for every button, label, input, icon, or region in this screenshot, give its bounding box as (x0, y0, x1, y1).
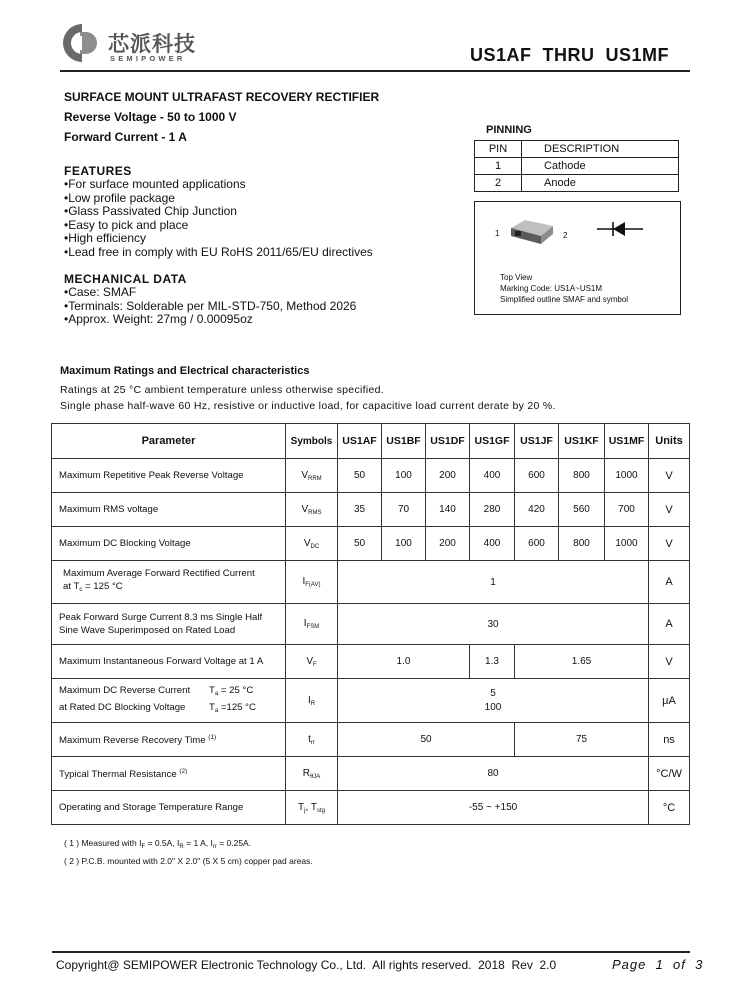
table-row (52, 459, 690, 493)
value-cell: 280 (470, 493, 515, 527)
value-cell: 140 (426, 493, 470, 527)
list-item: • For surface mounted applications (64, 178, 373, 192)
symbol-cell: $I_{F(AV)}$ (286, 561, 338, 604)
pin-number: 2 (475, 175, 522, 192)
reverse-voltage: Reverse Voltage - 50 to 1000 V (64, 110, 237, 124)
symbol-cell: $T_j$, $T_{stg}$ (286, 791, 338, 825)
table-row (52, 723, 690, 757)
value-cell: 50 (338, 459, 382, 493)
list-item: • Approx. Weight: 27mg / 0.00095oz (64, 313, 356, 327)
table-row (52, 561, 690, 604)
ratings-heading: Maximum Ratings and Electrical characteristics (60, 365, 310, 377)
copyright-text: Copyright@ SEMIPOWER Electronic Technology Co., Ltd. All rights reserved. 2018 Rev 2.0 (56, 958, 557, 972)
pin-description: Cathode (522, 158, 679, 175)
value-cell: 80 (338, 757, 649, 791)
param-cell: Maximum DC Blocking Voltage (52, 527, 286, 561)
header-parameter: Parameter (52, 424, 286, 459)
symbol-cell: $I_R$ (286, 679, 338, 723)
header-symbols: Symbols (286, 424, 338, 459)
symbol-cell: $V_{DC}$ (286, 527, 338, 561)
pinning-table (474, 140, 679, 192)
symbol-cell: $V_F$ (286, 645, 338, 679)
value-cell: 800 (559, 459, 605, 493)
smaf-package-icon (507, 218, 557, 246)
header-part: US1MF (605, 424, 649, 459)
value-cell: 100 (382, 527, 426, 561)
unit-cell: ns (649, 723, 690, 757)
pinning-heading: PINNING (486, 124, 532, 136)
value-cell: 70 (382, 493, 426, 527)
diagram-caption (500, 272, 628, 305)
value-cell: 1.0 (338, 645, 470, 679)
value-cell: 1.3 (470, 645, 515, 679)
footnote-2: ( 2 ) P.C.B. mounted with 2.0" X 2.0" (5 X 5 cm) copper pad areas. (64, 856, 313, 866)
list-item: • High efficiency (64, 232, 373, 246)
value-cell: 100 (382, 459, 426, 493)
unit-cell: °C (649, 791, 690, 825)
page-number: Page 1 of 3 (612, 957, 704, 972)
param-cell: Peak Forward Surge Current 8.3 ms Single Half Sine Wave Superimposed on Rated Load (52, 604, 286, 645)
symbol-cell: $t_{rr}$ (286, 723, 338, 757)
param-cell: Typical Thermal Resistance $^{(2)}$ (52, 757, 286, 791)
unit-cell: A (649, 561, 690, 604)
ratings-note-2: Single phase half-wave 60 Hz, resistive or inductive load, for capacitive load current derate by 20 %. (60, 400, 556, 412)
footnotes (64, 836, 313, 868)
table-row (475, 158, 679, 175)
value-cell: 35 (338, 493, 382, 527)
value-cell: 420 (515, 493, 559, 527)
caption-outline: Simplified outline SMAF and symbol (500, 295, 629, 304)
ratings-table (51, 423, 690, 825)
table-row (52, 527, 690, 561)
footer-rule (52, 951, 690, 953)
param-cell: Maximum Reverse Recovery Time $^{(1)}$ (52, 723, 286, 757)
company-logo (60, 22, 104, 64)
header-units: Units (649, 424, 690, 459)
header-rule (60, 70, 690, 72)
value-cell: 50 (338, 527, 382, 561)
pin-header: PIN (475, 141, 522, 158)
value-cell: 700 (605, 493, 649, 527)
value-cell: 600 (515, 459, 559, 493)
value-cell: 600 (515, 527, 559, 561)
pin1-label: 1 (495, 229, 500, 238)
value-cell: 200 (426, 527, 470, 561)
header-part: US1KF (559, 424, 605, 459)
diode-symbol-icon (597, 220, 643, 238)
value-cell: 400 (470, 527, 515, 561)
value-cell: -55 ~ +150 (338, 791, 649, 825)
value-cell: 200 (426, 459, 470, 493)
table-row (52, 604, 690, 645)
header-part: US1BF (382, 424, 426, 459)
param-cell: Maximum DC Reverse Current $T_a = 25$ °C at Rated DC Blocking Voltage $T_a =125$ °C (52, 679, 286, 723)
unit-cell: μA (649, 679, 690, 723)
mechanical-list (64, 286, 356, 327)
table-row (475, 175, 679, 192)
list-item: • Low profile package (64, 192, 373, 206)
features-heading: FEATURES (64, 164, 132, 178)
symbol-cell: $I_{FSM}$ (286, 604, 338, 645)
list-item: • Glass Passivated Chip Junction (64, 205, 373, 219)
semipower-logo-icon (60, 22, 104, 64)
unit-cell: °C/W (649, 757, 690, 791)
footnote-1: ( 1 ) Measured with $I_F = 0.5A$, $I_R = 1$ A, $I_{rr} = 0.25A$. (64, 838, 252, 850)
value-cell: 50 (338, 723, 515, 757)
table-row (52, 645, 690, 679)
value-cell: 1000 (605, 527, 649, 561)
caption-marking: Marking Code: US1A~US1M (500, 284, 603, 293)
caption-top-view: Top View (500, 273, 533, 282)
unit-cell: V (649, 527, 690, 561)
value-cell: 1000 (605, 459, 649, 493)
symbol-cell: $R_{\theta JA}$ (286, 757, 338, 791)
company-name-cn: 芯派科技 (108, 32, 196, 56)
list-item: • Terminals: Solderable per MIL-STD-750, Method 2026 (64, 300, 356, 314)
table-row (475, 141, 679, 158)
unit-cell: V (649, 645, 690, 679)
mechanical-heading: MECHANICAL DATA (64, 272, 187, 286)
list-item: • Lead free in comply with EU RoHS 2011/65/EU directives (64, 246, 373, 260)
pin2-label: 2 (563, 231, 568, 240)
package-diagram-box (474, 201, 681, 315)
unit-cell: V (649, 459, 690, 493)
param-cell: Operating and Storage Temperature Range (52, 791, 286, 825)
forward-current: Forward Current - 1 A (64, 130, 187, 144)
symbol-cell: $V_{RMS}$ (286, 493, 338, 527)
product-title: SURFACE MOUNT ULTRAFAST RECOVERY RECTIFIER (64, 90, 380, 104)
param-cell: Maximum Repetitive Peak Reverse Voltage (52, 459, 286, 493)
header-part: US1AF (338, 424, 382, 459)
table-row (52, 757, 690, 791)
symbol-cell: $V_{RRM}$ (286, 459, 338, 493)
company-name-en: SEMIPOWER (110, 54, 186, 63)
ratings-note-1: Ratings at 25 °C ambient temperature unless otherwise specified. (60, 384, 384, 396)
table-row (52, 791, 690, 825)
pin-number: 1 (475, 158, 522, 175)
table-row (52, 493, 690, 527)
list-item: • Case: SMAF (64, 286, 356, 300)
param-cell: Maximum Average Forward Rectified Current at $T_c = 125$ °C (52, 561, 286, 604)
features-list (64, 178, 373, 260)
header-part: US1GF (470, 424, 515, 459)
document-title: US1AF THRU US1MF (470, 45, 670, 65)
value-cell: 560 (559, 493, 605, 527)
unit-cell: V (649, 493, 690, 527)
value-cell: 1 (338, 561, 649, 604)
param-cell: Maximum Instantaneous Forward Voltage at 1 A (52, 645, 286, 679)
value-cell: 75 (515, 723, 649, 757)
list-item: • Easy to pick and place (64, 219, 373, 233)
table-header-row (52, 424, 690, 459)
value-cell: 400 (470, 459, 515, 493)
param-cell: Maximum RMS voltage (52, 493, 286, 527)
desc-header: DESCRIPTION (522, 141, 679, 158)
value-cell: 5 100 (338, 679, 649, 723)
value-cell: 30 (338, 604, 649, 645)
value-cell: 800 (559, 527, 605, 561)
header-part: US1DF (426, 424, 470, 459)
header-part: US1JF (515, 424, 559, 459)
pin-description: Anode (522, 175, 679, 192)
unit-cell: A (649, 604, 690, 645)
value-cell: 1.65 (515, 645, 649, 679)
table-row (52, 679, 690, 723)
